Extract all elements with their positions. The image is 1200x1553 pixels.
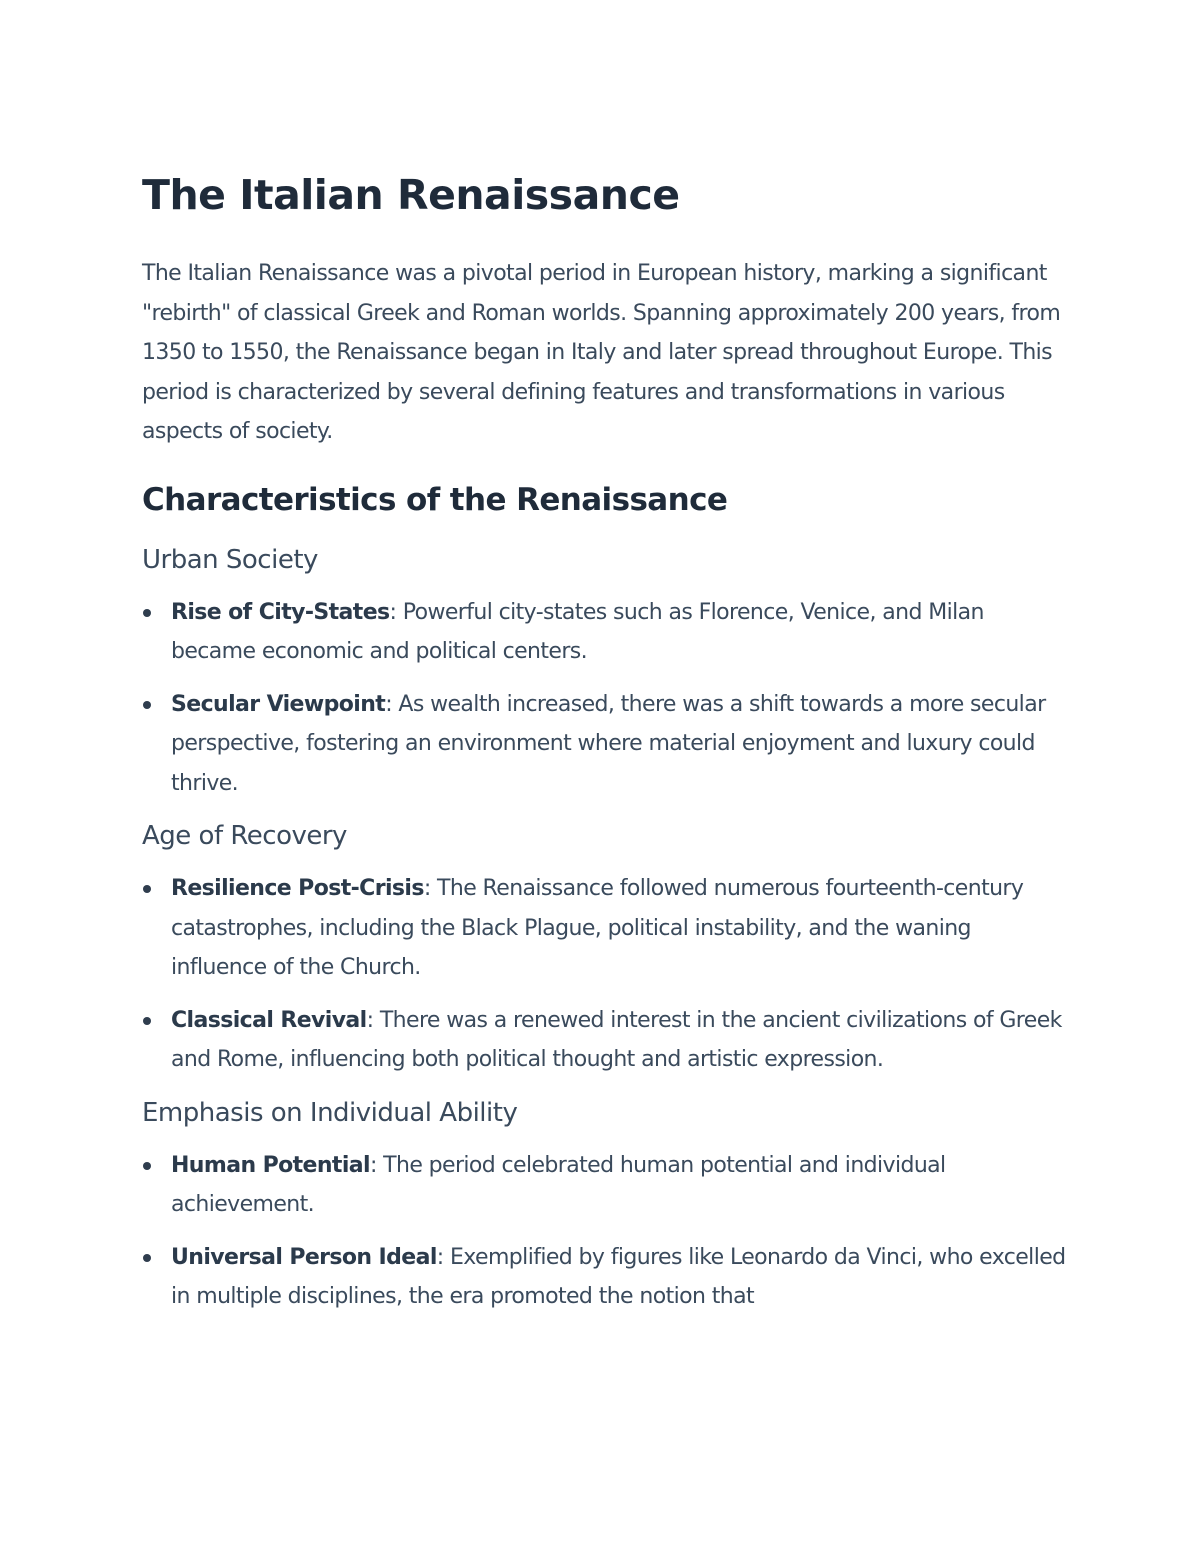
- subsection-urban-society: [142, 540, 1072, 804]
- item-term: Classical Revival: [171, 1007, 367, 1033]
- document-title: The Italian Renaissance: [142, 171, 680, 219]
- item-text: : The period celebrated human potential and individual achievement.: [171, 1152, 946, 1217]
- item-text: : There was a renewed interest in the ancient civilizations of Greek and Rome, influencing both political thought and artistic expression.: [171, 1007, 1062, 1072]
- item-text: : As wealth increased, there was a shift towards a more secular perspective, fostering an environment where material enjoyment and luxury could thrive.: [171, 691, 1046, 796]
- intro-paragraph: The Italian Renaissance was a pivotal period in European history, marking a significant "rebirth" of classical Greek and Roman worlds. Spanning approximately 200 years, from 1350 to 1550, the Renaissance began in Italy and later spread throughout Europe. This period is characterized by several defining features and transformations in various aspects of society.: [142, 261, 1061, 444]
- bullet-icon: [143, 885, 151, 893]
- bullet-list: [142, 1146, 1072, 1317]
- document-page: [142, 168, 1072, 1330]
- subsection-heading: Emphasis on Individual Ability: [142, 1097, 518, 1128]
- list-item: [142, 869, 1072, 988]
- bullet-icon: [143, 701, 151, 709]
- list-item: [142, 685, 1072, 804]
- section-heading: Characteristics of the Renaissance: [142, 481, 728, 518]
- list-item: [142, 1146, 1072, 1225]
- item-term: Rise of City-States: [171, 599, 390, 625]
- list-item: [142, 1001, 1072, 1080]
- list-item: [142, 1238, 1072, 1317]
- item-text: : Exemplified by figures like Leonardo da Vinci, who excelled in multiple disciplines, the era promoted the notion that: [171, 1244, 1066, 1309]
- item-term: Universal Person Ideal: [171, 1244, 437, 1270]
- item-term: Secular Viewpoint: [171, 691, 386, 717]
- item-text: : Powerful city-states such as Florence, Venice, and Milan became economic and political centers.: [171, 599, 984, 664]
- subsection-heading: Age of Recovery: [142, 821, 347, 851]
- subsection-individual-ability: [142, 1093, 1072, 1317]
- subsection-age-of-recovery: [142, 816, 1072, 1080]
- list-item: [142, 593, 1072, 672]
- bullet-icon: [143, 1017, 151, 1025]
- item-term: Human Potential: [171, 1152, 370, 1178]
- item-text: : The Renaissance followed numerous fourteenth-century catastrophes, including the Black Plague, political instability, and the waning influence of the Church.: [171, 876, 1024, 980]
- bullet-list: [142, 593, 1072, 804]
- bullet-icon: [143, 1162, 151, 1170]
- bullet-list: [142, 869, 1072, 1080]
- bullet-icon: [143, 1254, 151, 1262]
- bullet-icon: [143, 609, 151, 617]
- item-term: Resilience Post-Crisis: [171, 876, 424, 901]
- subsection-heading: Urban Society: [142, 544, 318, 575]
